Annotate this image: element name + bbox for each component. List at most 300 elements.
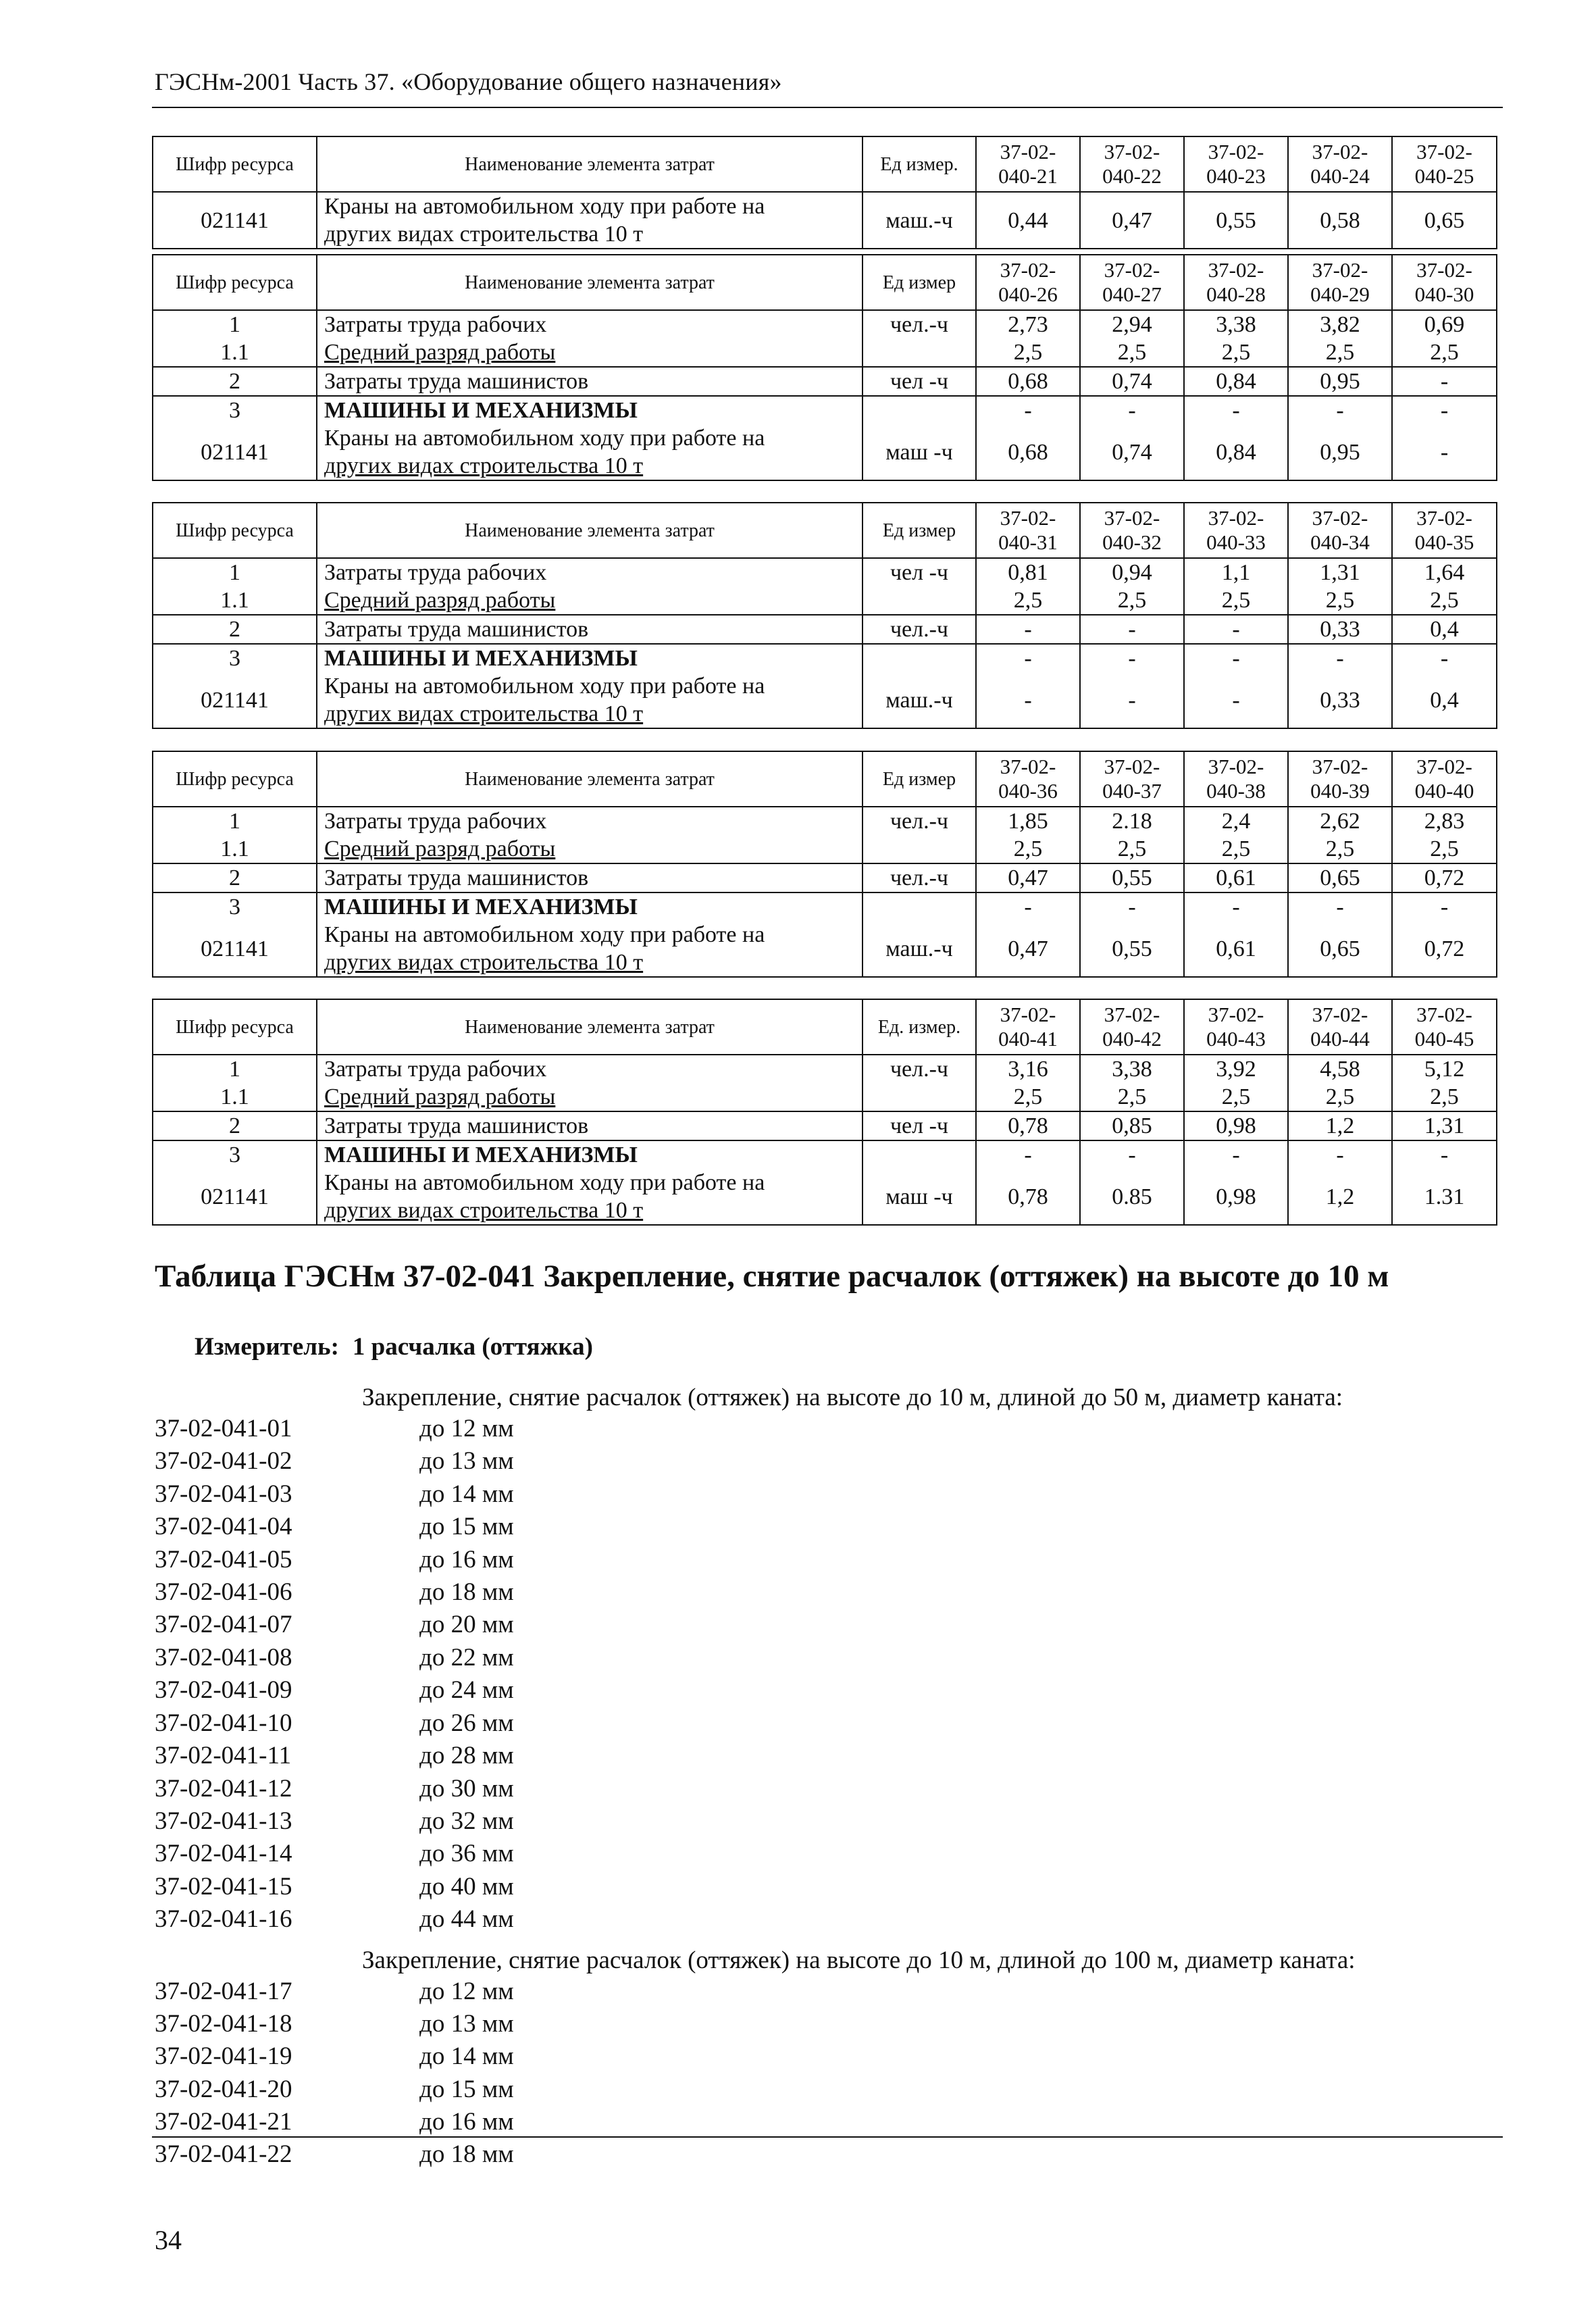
cell-value: 1,85 xyxy=(976,807,1080,835)
cell-value: - xyxy=(1288,644,1392,672)
header-rate-code xyxy=(1392,136,1497,192)
rate-description: до 44 мм xyxy=(419,1905,514,1933)
row-unit xyxy=(863,835,976,863)
table-row xyxy=(153,863,1497,892)
row-name xyxy=(317,1055,863,1083)
row-unit: маш -ч xyxy=(863,424,976,480)
cell-value: 0,47 xyxy=(976,863,1080,892)
rate-code: 37-02-041-21 xyxy=(155,2108,292,2136)
row-name-text: МАШИНЫ И МЕХАНИЗМЫ xyxy=(324,895,638,920)
rate-code-part: 040-30 xyxy=(1414,282,1474,306)
cell-value: 0,65 xyxy=(1288,921,1392,977)
row-name-line: других видах строительства 10 т xyxy=(324,222,644,247)
row-code: 021141 xyxy=(153,192,317,249)
rate-code: 37-02-041-03 xyxy=(155,1480,292,1508)
row-name xyxy=(317,921,863,977)
header-rate-code xyxy=(1288,999,1392,1055)
cell-value: 2,4 xyxy=(1184,807,1288,835)
row-code: 021141 xyxy=(153,921,317,977)
rate-code: 37-02-041-15 xyxy=(155,1873,292,1901)
rate-code: 37-02-041-20 xyxy=(155,2076,292,2103)
row-name-line: Краны на автомобильном ходу при работе на xyxy=(324,674,765,699)
table-row xyxy=(153,192,1497,249)
cell-value: 2,5 xyxy=(1392,586,1497,615)
row-unit: чел.-ч xyxy=(863,615,976,644)
row-code: 1.1 xyxy=(153,835,317,863)
rate-code-part: 040-24 xyxy=(1310,164,1370,188)
table-header-row xyxy=(153,999,1497,1055)
cell-value: - xyxy=(1184,396,1288,424)
cell-value: 0,61 xyxy=(1184,921,1288,977)
row-name xyxy=(317,310,863,338)
cell-value: 3,92 xyxy=(1184,1055,1288,1083)
cell-value: 0,68 xyxy=(976,367,1080,396)
cell-value: 0,81 xyxy=(976,558,1080,586)
cell-value: - xyxy=(976,644,1080,672)
rate-code-part: 37-02- xyxy=(1104,140,1160,164)
rate-code-part: 37-02- xyxy=(1416,506,1472,530)
row-unit xyxy=(863,892,976,921)
cell-value: 0,61 xyxy=(1184,863,1288,892)
header-rate-code xyxy=(976,999,1080,1055)
row-unit xyxy=(863,644,976,672)
row-name xyxy=(317,1083,863,1111)
cell-value: 2,5 xyxy=(1184,586,1288,615)
row-name xyxy=(317,424,863,480)
header-name: Наименование элемента затрат xyxy=(317,999,863,1055)
rate-description: до 30 мм xyxy=(419,1775,514,1803)
row-code: 1 xyxy=(153,310,317,338)
rate-code-part: 37-02- xyxy=(1208,755,1264,778)
cell-value: - xyxy=(976,1140,1080,1169)
row-name xyxy=(317,863,863,892)
rate-code-part: 37-02- xyxy=(1208,258,1264,282)
cell-value: 0,98 xyxy=(1184,1111,1288,1140)
rate-code-part: 37-02- xyxy=(1104,258,1160,282)
header-rate-code xyxy=(1288,136,1392,192)
rate-code: 37-02-041-13 xyxy=(155,1807,292,1835)
header-rate-code xyxy=(1288,751,1392,807)
row-name-text: МАШИНЫ И МЕХАНИЗМЫ xyxy=(324,1142,638,1167)
header-name: Наименование элемента затрат xyxy=(317,503,863,558)
cell-value: 3,38 xyxy=(1080,1055,1184,1083)
row-name-line: других видах строительства 10 т xyxy=(324,1198,644,1223)
cell-value: - xyxy=(1080,892,1184,921)
row-name-text: Средний разряд работы xyxy=(324,588,556,613)
rate-code-part: 040-41 xyxy=(998,1027,1058,1051)
cell-value: - xyxy=(1184,892,1288,921)
header-rate-code xyxy=(1392,503,1497,558)
group-title: Закрепление, снятие расчалок (оттяжек) на высоте до 10 м, длиной до 100 м, диаметр каната: xyxy=(362,1946,1356,1974)
row-name xyxy=(317,892,863,921)
cell-value: - xyxy=(1288,396,1392,424)
cell-value: 0,78 xyxy=(976,1111,1080,1140)
row-name-text: МАШИНЫ И МЕХАНИЗМЫ xyxy=(324,646,638,671)
row-code: 1.1 xyxy=(153,338,317,367)
cell-value: - xyxy=(976,396,1080,424)
row-name xyxy=(317,396,863,424)
header-unit: Ед измер xyxy=(863,751,976,807)
row-code: 2 xyxy=(153,1111,317,1140)
cell-value: 2.18 xyxy=(1080,807,1184,835)
row-name-text: Средний разряд работы xyxy=(324,340,556,365)
cell-value: 0,44 xyxy=(976,192,1080,249)
cell-value: 0.85 xyxy=(1080,1169,1184,1225)
header-rate-code xyxy=(1080,751,1184,807)
cell-value: 2,5 xyxy=(1080,835,1184,863)
rate-code-part: 040-26 xyxy=(998,282,1058,306)
row-name-text: Средний разряд работы xyxy=(324,1084,556,1109)
cell-value: 0,84 xyxy=(1184,424,1288,480)
cell-value: - xyxy=(1080,644,1184,672)
header-rate-code xyxy=(976,136,1080,192)
table-row xyxy=(153,367,1497,396)
row-name xyxy=(317,338,863,367)
header-code: Шифр ресурса xyxy=(153,255,317,310)
row-name xyxy=(317,672,863,728)
row-name-text: Затраты труда рабочих xyxy=(324,560,547,585)
cell-value: 2,5 xyxy=(1288,586,1392,615)
rate-code-part: 040-37 xyxy=(1102,779,1162,803)
rate-code: 37-02-041-04 xyxy=(155,1513,292,1540)
table-row xyxy=(153,615,1497,644)
cell-value: 0,72 xyxy=(1392,921,1497,977)
cell-value: 1,64 xyxy=(1392,558,1497,586)
row-code: 021141 xyxy=(153,424,317,480)
cell-value: 3,38 xyxy=(1184,310,1288,338)
table-row xyxy=(153,644,1497,672)
header-name: Наименование элемента затрат xyxy=(317,255,863,310)
rate-code: 37-02-041-10 xyxy=(155,1709,292,1737)
row-unit: чел -ч xyxy=(863,367,976,396)
rate-description: до 14 мм xyxy=(419,1480,514,1508)
row-unit xyxy=(863,396,976,424)
cell-value: - xyxy=(1184,672,1288,728)
resource-table xyxy=(152,999,1497,1226)
cell-value: 0,47 xyxy=(976,921,1080,977)
cell-value: 0,33 xyxy=(1288,672,1392,728)
header-rate-code xyxy=(1392,999,1497,1055)
row-code: 3 xyxy=(153,396,317,424)
row-code: 1.1 xyxy=(153,1083,317,1111)
cell-value: - xyxy=(1288,1140,1392,1169)
cell-value: - xyxy=(976,672,1080,728)
cell-value: 0,55 xyxy=(1184,192,1288,249)
header-rate-code xyxy=(1080,136,1184,192)
rate-code-part: 37-02- xyxy=(1000,1003,1056,1026)
rate-code-part: 040-21 xyxy=(998,164,1058,188)
header-unit: Ед. измер. xyxy=(863,999,976,1055)
rate-description: до 36 мм xyxy=(419,1840,514,1867)
cell-value: 2,94 xyxy=(1080,310,1184,338)
cell-value: 2,5 xyxy=(1288,1083,1392,1111)
page-number: 34 xyxy=(155,2225,182,2255)
rate-code-part: 37-02- xyxy=(1416,755,1472,778)
rate-code-part: 37-02- xyxy=(1000,755,1056,778)
cell-value: 0,4 xyxy=(1392,672,1497,728)
rate-code-part: 040-28 xyxy=(1206,282,1266,306)
row-unit: чел.-ч xyxy=(863,863,976,892)
cell-value: 1.31 xyxy=(1392,1169,1497,1225)
header-rate-code xyxy=(1392,751,1497,807)
row-code: 2 xyxy=(153,863,317,892)
rate-code-part: 040-45 xyxy=(1414,1027,1474,1051)
cell-value: - xyxy=(1080,615,1184,644)
row-unit: маш -ч xyxy=(863,1169,976,1225)
row-code: 2 xyxy=(153,615,317,644)
row-unit: чел.-ч xyxy=(863,807,976,835)
cell-value: 2,5 xyxy=(976,835,1080,863)
rate-code-part: 37-02- xyxy=(1416,140,1472,164)
row-code: 1 xyxy=(153,807,317,835)
rate-code: 37-02-041-18 xyxy=(155,2010,292,2038)
row-name xyxy=(317,192,863,249)
header-rate-code xyxy=(1080,999,1184,1055)
header-name: Наименование элемента затрат xyxy=(317,136,863,192)
cell-value: 2,5 xyxy=(1392,835,1497,863)
rate-code-part: 040-31 xyxy=(998,530,1058,554)
cell-value: 2,5 xyxy=(1184,835,1288,863)
rate-description: до 40 мм xyxy=(419,1873,514,1901)
cell-value: 2,5 xyxy=(976,1083,1080,1111)
cell-value: 0,33 xyxy=(1288,615,1392,644)
rate-code-part: 040-39 xyxy=(1310,779,1370,803)
cell-value: - xyxy=(1392,1140,1497,1169)
rate-description: до 20 мм xyxy=(419,1611,514,1638)
meter-label: Измеритель: xyxy=(195,1333,339,1361)
rate-code-part: 040-40 xyxy=(1414,779,1474,803)
header-rate-code xyxy=(976,751,1080,807)
header-code: Шифр ресурса xyxy=(153,999,317,1055)
rate-description: до 16 мм xyxy=(419,1546,514,1574)
cell-value: - xyxy=(1392,424,1497,480)
row-name xyxy=(317,644,863,672)
row-code: 3 xyxy=(153,892,317,921)
meter-value: 1 расчалка (оттяжка) xyxy=(352,1333,593,1361)
cell-value: 3,82 xyxy=(1288,310,1392,338)
cell-value: 0,65 xyxy=(1288,863,1392,892)
cell-value: - xyxy=(1392,396,1497,424)
header-rate-code xyxy=(1392,255,1497,310)
row-name xyxy=(317,1111,863,1140)
resource-table xyxy=(152,502,1497,729)
row-name-text: Затраты труда рабочих xyxy=(324,1057,547,1082)
rate-code-part: 040-22 xyxy=(1102,164,1162,188)
cell-value: - xyxy=(1184,644,1288,672)
cell-value: - xyxy=(1392,367,1497,396)
table-header-row xyxy=(153,751,1497,807)
row-name-line: Краны на автомобильном ходу при работе на xyxy=(324,194,765,219)
rate-code: 37-02-041-11 xyxy=(155,1742,292,1769)
table-header-row xyxy=(153,255,1497,310)
rate-code-part: 37-02- xyxy=(1000,506,1056,530)
rate-code: 37-02-041-14 xyxy=(155,1840,292,1867)
cell-value: - xyxy=(1184,1140,1288,1169)
cell-value: 2,5 xyxy=(1392,1083,1497,1111)
header-code: Шифр ресурса xyxy=(153,503,317,558)
header-rate-code xyxy=(1080,503,1184,558)
row-code: 021141 xyxy=(153,672,317,728)
row-name-text: Затраты труда машинистов xyxy=(324,617,589,642)
row-name xyxy=(317,807,863,835)
rate-code-part: 040-32 xyxy=(1102,530,1162,554)
row-unit: чел -ч xyxy=(863,558,976,586)
section-title: Таблица ГЭСНм 37-02-041 Закрепление, снятие расчалок (оттяжек) на высоте до 10 м xyxy=(155,1259,1389,1294)
cell-value: 1,31 xyxy=(1392,1111,1497,1140)
cell-value: 0,47 xyxy=(1080,192,1184,249)
rate-description: до 16 мм xyxy=(419,2108,514,2136)
table-row xyxy=(153,586,1497,615)
header-unit: Ед измер xyxy=(863,255,976,310)
cell-value: 1,31 xyxy=(1288,558,1392,586)
rate-code-part: 040-29 xyxy=(1310,282,1370,306)
header-rate-code xyxy=(1080,255,1184,310)
header-code: Шифр ресурса xyxy=(153,136,317,192)
table-row xyxy=(153,892,1497,921)
rate-description: до 24 мм xyxy=(419,1676,514,1704)
cell-value: 0,65 xyxy=(1392,192,1497,249)
cell-value: 0,95 xyxy=(1288,367,1392,396)
table-row xyxy=(153,424,1497,480)
cell-value: 0,74 xyxy=(1080,367,1184,396)
table-row xyxy=(153,1169,1497,1225)
cell-value: 0,85 xyxy=(1080,1111,1184,1140)
row-name-text: Затраты труда машинистов xyxy=(324,865,589,890)
cell-value: 0,4 xyxy=(1392,615,1497,644)
row-name xyxy=(317,558,863,586)
rate-code-part: 040-44 xyxy=(1310,1027,1370,1051)
row-name xyxy=(317,367,863,396)
rate-description: до 15 мм xyxy=(419,1513,514,1540)
header-rate-code xyxy=(1184,503,1288,558)
rate-code-part: 37-02- xyxy=(1312,506,1368,530)
cell-value: - xyxy=(1392,892,1497,921)
rate-code: 37-02-041-02 xyxy=(155,1447,292,1475)
rate-code-part: 040-38 xyxy=(1206,779,1266,803)
row-name-text: Средний разряд работы xyxy=(324,836,556,861)
cell-value: 0,74 xyxy=(1080,424,1184,480)
cell-value: 1,1 xyxy=(1184,558,1288,586)
row-name-text: Затраты труда рабочих xyxy=(324,312,547,337)
cell-value: - xyxy=(976,615,1080,644)
rate-code-part: 040-43 xyxy=(1206,1027,1266,1051)
rate-code-part: 040-27 xyxy=(1102,282,1162,306)
rate-code-part: 040-42 xyxy=(1102,1027,1162,1051)
cell-value: - xyxy=(1080,672,1184,728)
rate-code-part: 37-02- xyxy=(1416,258,1472,282)
row-unit: чел -ч xyxy=(863,1111,976,1140)
rate-description: до 14 мм xyxy=(419,2042,514,2070)
cell-value: 2,5 xyxy=(1288,835,1392,863)
cell-value: 0,84 xyxy=(1184,367,1288,396)
cell-value: - xyxy=(1392,644,1497,672)
rate-code-part: 37-02- xyxy=(1312,1003,1368,1026)
table-row xyxy=(153,1083,1497,1111)
cell-value: - xyxy=(1288,892,1392,921)
table-row xyxy=(153,396,1497,424)
cell-value: 3,16 xyxy=(976,1055,1080,1083)
rate-description: до 22 мм xyxy=(419,1644,514,1671)
cell-value: 0,58 xyxy=(1288,192,1392,249)
rate-code: 37-02-041-08 xyxy=(155,1644,292,1671)
row-name xyxy=(317,1140,863,1169)
rate-code: 37-02-041-12 xyxy=(155,1775,292,1803)
rate-code-part: 37-02- xyxy=(1000,258,1056,282)
cell-value: - xyxy=(1080,1140,1184,1169)
rate-code: 37-02-041-07 xyxy=(155,1611,292,1638)
cell-value: - xyxy=(1184,615,1288,644)
rate-description: до 18 мм xyxy=(419,1578,514,1606)
row-unit xyxy=(863,1083,976,1111)
row-name xyxy=(317,586,863,615)
rate-description: до 15 мм xyxy=(419,2076,514,2103)
rate-code-part: 37-02- xyxy=(1312,258,1368,282)
cell-value: 0,95 xyxy=(1288,424,1392,480)
cell-value: 5,12 xyxy=(1392,1055,1497,1083)
rate-description: до 32 мм xyxy=(419,1807,514,1835)
row-name xyxy=(317,1169,863,1225)
table-row xyxy=(153,807,1497,835)
cell-value: - xyxy=(976,892,1080,921)
row-name-text: Затраты труда машинистов xyxy=(324,1113,589,1138)
table-row xyxy=(153,1111,1497,1140)
cell-value: - xyxy=(1080,396,1184,424)
rate-code-part: 37-02- xyxy=(1416,1003,1472,1026)
header-rate-code xyxy=(1184,255,1288,310)
rate-description: до 12 мм xyxy=(419,1415,514,1442)
row-name xyxy=(317,835,863,863)
rate-code-part: 040-36 xyxy=(998,779,1058,803)
row-name-text: МАШИНЫ И МЕХАНИЗМЫ xyxy=(324,398,638,423)
rate-code-part: 37-02- xyxy=(1208,140,1264,164)
meter-line xyxy=(195,1332,607,1361)
resource-table xyxy=(152,136,1497,249)
row-code: 1 xyxy=(153,558,317,586)
group-title: Закрепление, снятие расчалок (оттяжек) на высоте до 10 м, длиной до 50 м, диаметр каната: xyxy=(362,1384,1343,1411)
rate-description: до 18 мм xyxy=(419,2140,514,2168)
header-rate-code xyxy=(1288,503,1392,558)
rate-code: 37-02-041-09 xyxy=(155,1676,292,1704)
table-row xyxy=(153,1140,1497,1169)
cell-value: 0,55 xyxy=(1080,863,1184,892)
header-rate-code xyxy=(1184,136,1288,192)
row-code: 1 xyxy=(153,1055,317,1083)
rate-code-part: 37-02- xyxy=(1312,140,1368,164)
rate-code-part: 37-02- xyxy=(1312,755,1368,778)
row-name-line: Краны на автомобильном ходу при работе на xyxy=(324,1170,765,1195)
cell-value: 2,5 xyxy=(1392,338,1497,367)
cell-value: 2,5 xyxy=(1080,586,1184,615)
cell-value: 2,5 xyxy=(1288,338,1392,367)
rate-code-part: 37-02- xyxy=(1104,755,1160,778)
row-name-line: других видах строительства 10 т xyxy=(324,701,644,726)
row-name-line: Краны на автомобильном ходу при работе на xyxy=(324,426,765,451)
cell-value: 2,62 xyxy=(1288,807,1392,835)
rate-code: 37-02-041-19 xyxy=(155,2042,292,2070)
cell-value: 2,83 xyxy=(1392,807,1497,835)
header-name: Наименование элемента затрат xyxy=(317,751,863,807)
rate-description: до 13 мм xyxy=(419,1447,514,1475)
table-row xyxy=(153,310,1497,338)
table-header-row xyxy=(153,503,1497,558)
cell-value: 2,5 xyxy=(1184,338,1288,367)
row-name-text: Затраты труда машинистов xyxy=(324,369,589,394)
rate-code-part: 37-02- xyxy=(1000,140,1056,164)
rate-code-part: 040-25 xyxy=(1414,164,1474,188)
header-rule xyxy=(152,107,1503,108)
rate-description: до 28 мм xyxy=(419,1742,514,1769)
row-name-line: других видах строительства 10 т xyxy=(324,453,644,478)
